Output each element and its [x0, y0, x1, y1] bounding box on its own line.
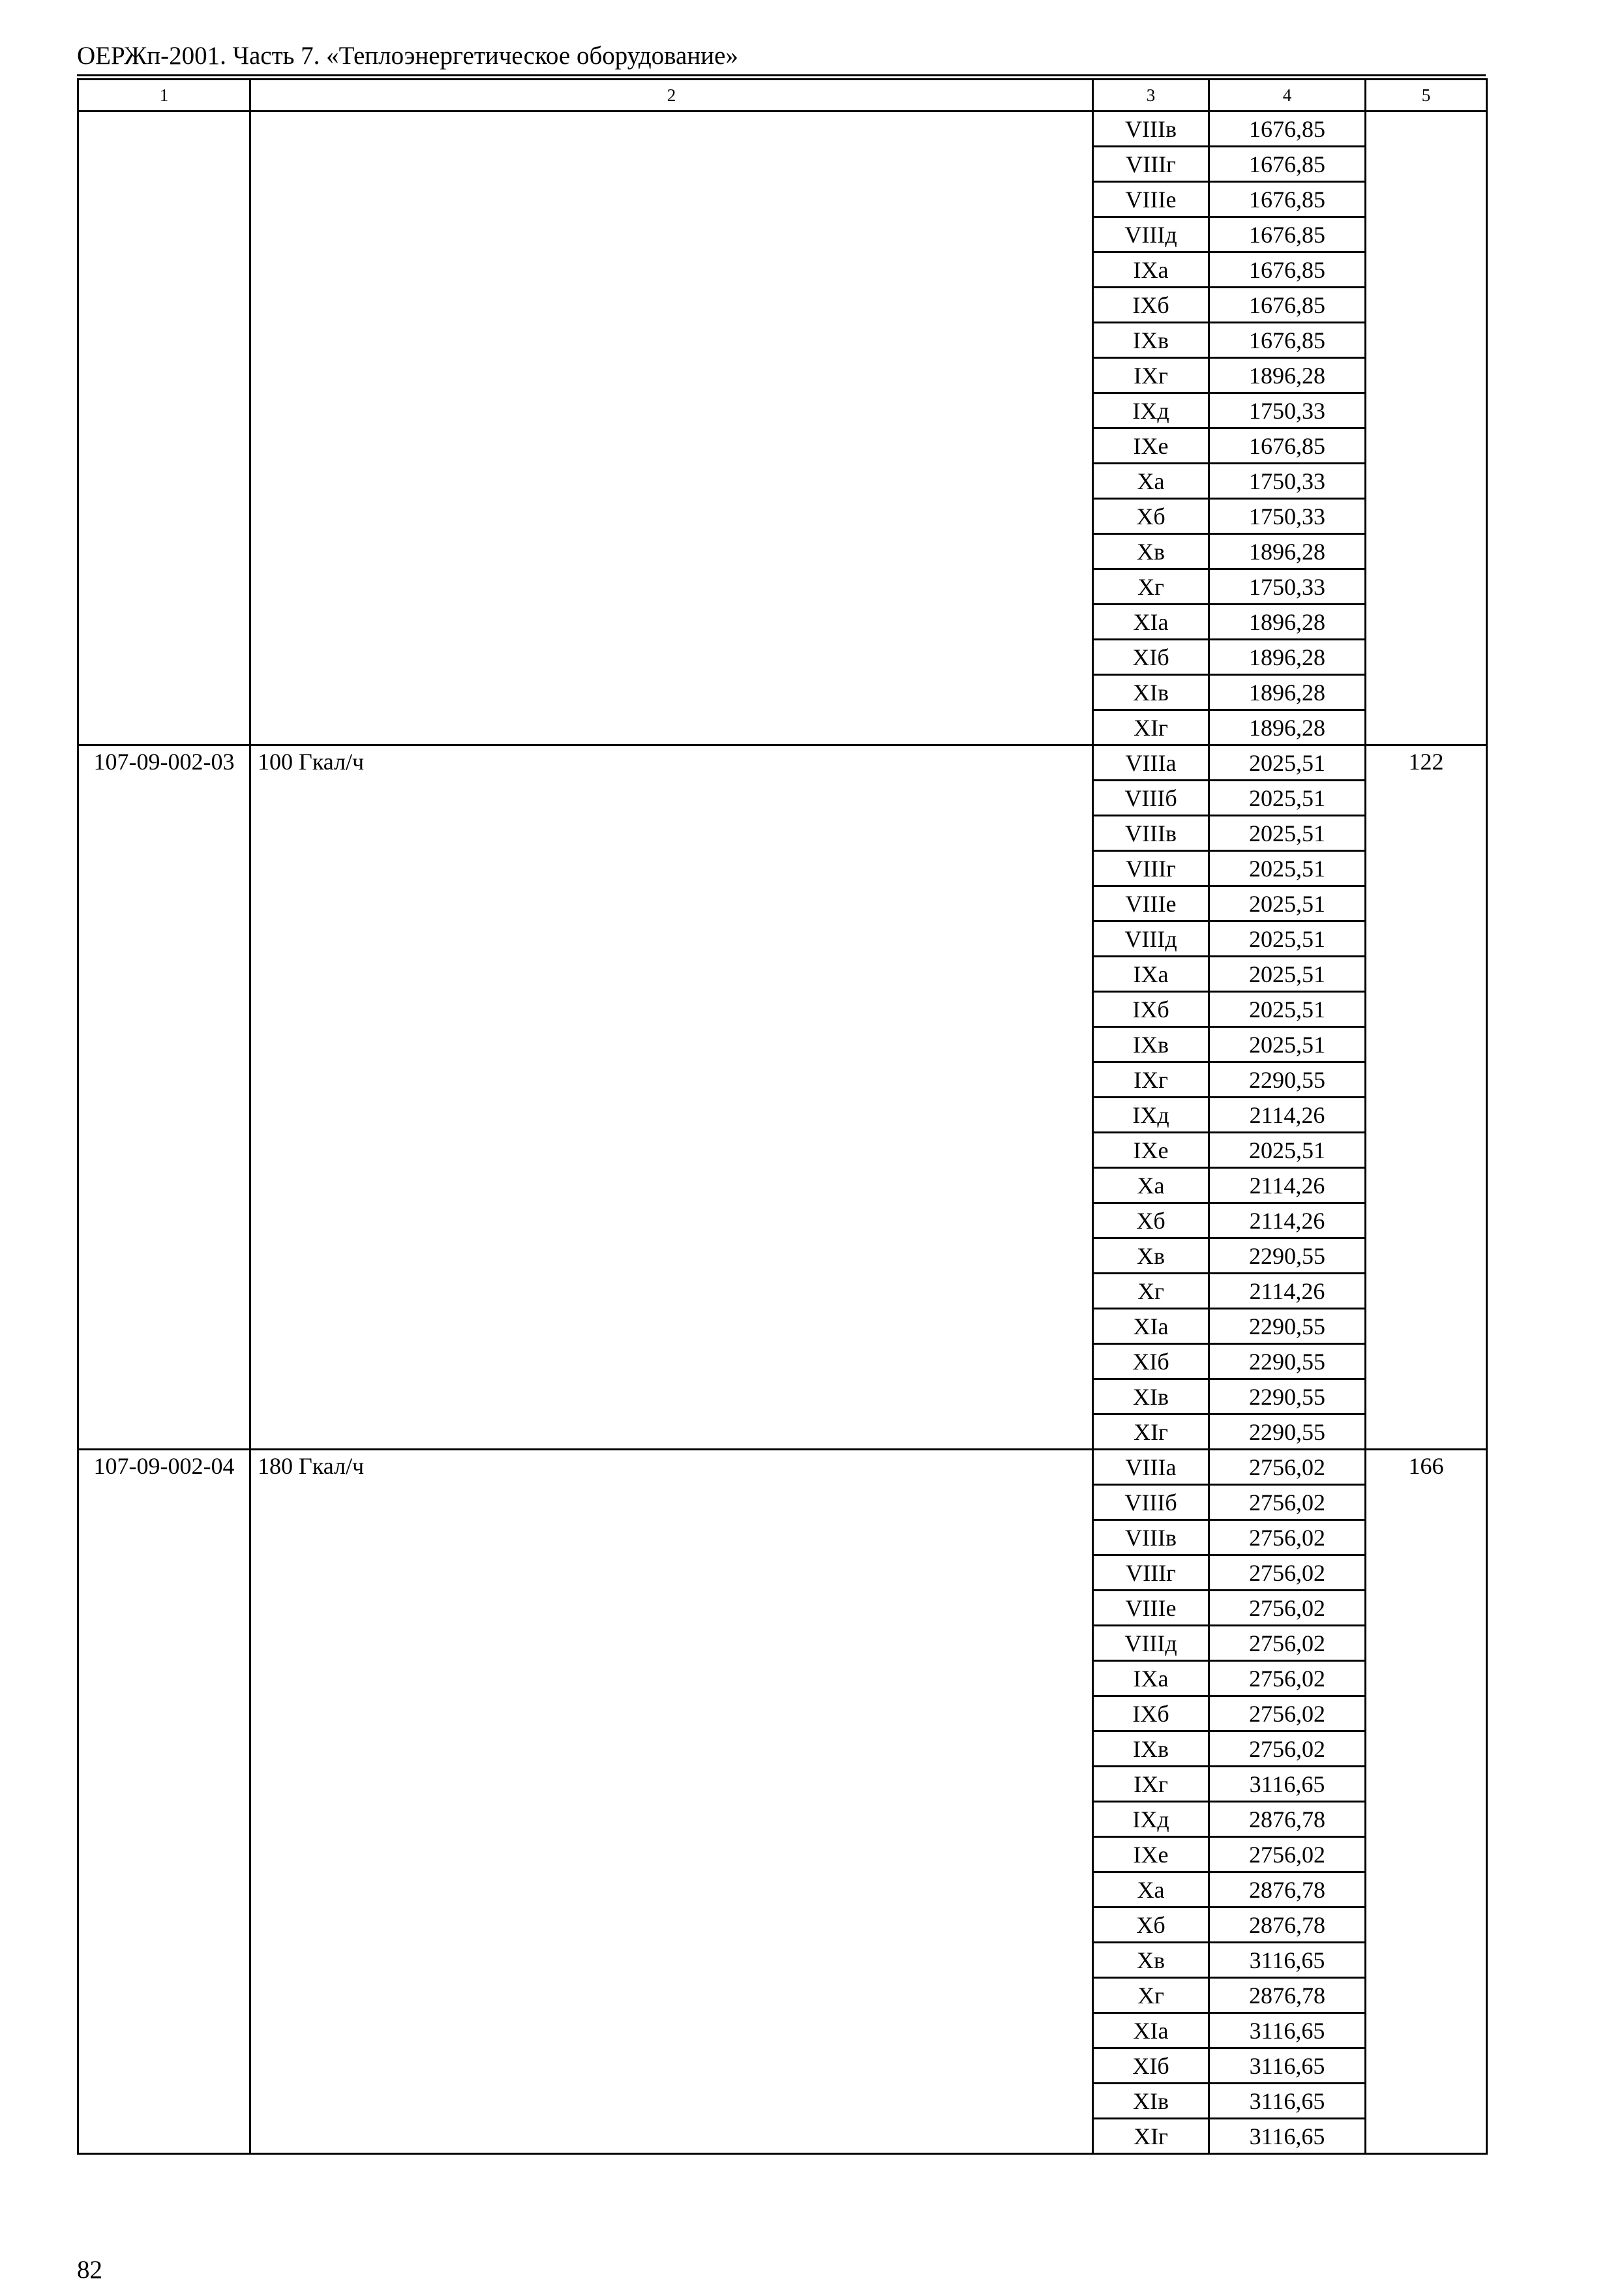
- price-value-cell: 1676,85: [1209, 217, 1366, 252]
- zone-cell: VIIIг: [1093, 851, 1209, 886]
- column-number-3: 3: [1093, 80, 1209, 112]
- price-value-cell: 1676,85: [1209, 147, 1366, 182]
- price-value-cell: 3116,65: [1209, 2084, 1366, 2119]
- price-value-cell: 2114,26: [1209, 1203, 1366, 1238]
- zone-cell: Xв: [1093, 534, 1209, 569]
- price-value-cell: 2025,51: [1209, 1133, 1366, 1168]
- zone-cell: XIа: [1093, 2013, 1209, 2048]
- zone-cell: VIIIе: [1093, 182, 1209, 217]
- price-value-cell: 2114,26: [1209, 1274, 1366, 1309]
- zone-cell: XIб: [1093, 2048, 1209, 2084]
- zone-cell: XIв: [1093, 675, 1209, 710]
- table-body: [78, 112, 1487, 2154]
- price-value-cell: 1896,28: [1209, 640, 1366, 675]
- rate-code-cell: 107-09-002-04: [78, 1450, 250, 2154]
- zone-cell: XIа: [1093, 1309, 1209, 1344]
- price-value-cell: 1896,28: [1209, 534, 1366, 569]
- rate-description-cell: 180 Гкал/ч: [250, 1450, 1093, 2154]
- zone-cell: IXг: [1093, 1062, 1209, 1098]
- zone-cell: XIв: [1093, 1379, 1209, 1414]
- zone-cell: IXв: [1093, 1027, 1209, 1062]
- zone-cell: IXа: [1093, 1661, 1209, 1696]
- zone-cell: VIIIа: [1093, 1450, 1209, 1485]
- price-value-cell: 2025,51: [1209, 886, 1366, 921]
- extra-value-cell: 166: [1366, 1450, 1487, 2154]
- zone-cell: Xб: [1093, 499, 1209, 534]
- zone-cell: VIIIд: [1093, 1626, 1209, 1661]
- price-value-cell: 2290,55: [1209, 1344, 1366, 1379]
- zone-cell: IXв: [1093, 1731, 1209, 1767]
- price-value-cell: 2290,55: [1209, 1062, 1366, 1098]
- zone-cell: VIIIв: [1093, 1520, 1209, 1555]
- column-number-2: 2: [250, 80, 1093, 112]
- price-value-cell: 1896,28: [1209, 358, 1366, 393]
- zone-cell: XIг: [1093, 710, 1209, 745]
- price-value-cell: 2756,02: [1209, 1626, 1366, 1661]
- zone-cell: IXе: [1093, 1837, 1209, 1872]
- price-value-cell: 2025,51: [1209, 851, 1366, 886]
- price-value-cell: 2756,02: [1209, 1696, 1366, 1731]
- price-value-cell: 1676,85: [1209, 428, 1366, 464]
- column-number-1: 1: [78, 80, 250, 112]
- zone-cell: IXг: [1093, 358, 1209, 393]
- zone-cell: IXг: [1093, 1767, 1209, 1802]
- table-header: [78, 80, 1487, 112]
- price-value-cell: 2025,51: [1209, 781, 1366, 816]
- zone-cell: IXб: [1093, 992, 1209, 1027]
- zone-cell: IXд: [1093, 393, 1209, 428]
- price-value-cell: 2025,51: [1209, 816, 1366, 851]
- price-value-cell: 1896,28: [1209, 675, 1366, 710]
- zone-cell: VIIIг: [1093, 1555, 1209, 1591]
- zone-cell: Xа: [1093, 1872, 1209, 1908]
- zone-cell: Xв: [1093, 1238, 1209, 1274]
- rate-description-cell: [250, 112, 1093, 745]
- price-value-cell: 2025,51: [1209, 957, 1366, 992]
- zone-cell: IXд: [1093, 1098, 1209, 1133]
- zone-cell: XIа: [1093, 605, 1209, 640]
- zone-cell: VIIIв: [1093, 816, 1209, 851]
- zone-cell: IXа: [1093, 957, 1209, 992]
- zone-cell: Xб: [1093, 1203, 1209, 1238]
- price-value-cell: 2290,55: [1209, 1238, 1366, 1274]
- price-value-cell: 2290,55: [1209, 1379, 1366, 1414]
- zone-cell: VIIIд: [1093, 217, 1209, 252]
- zone-cell: Xг: [1093, 1978, 1209, 2013]
- zone-cell: IXб: [1093, 1696, 1209, 1731]
- price-value-cell: 2756,02: [1209, 1837, 1366, 1872]
- zone-cell: Xг: [1093, 569, 1209, 605]
- zone-cell: VIIIе: [1093, 886, 1209, 921]
- price-value-cell: 2876,78: [1209, 1872, 1366, 1908]
- column-number-4: 4: [1209, 80, 1366, 112]
- price-value-cell: 3116,65: [1209, 1943, 1366, 1978]
- price-value-cell: 2114,26: [1209, 1168, 1366, 1203]
- rates-table: [77, 78, 1488, 2155]
- price-value-cell: 1676,85: [1209, 112, 1366, 147]
- price-value-cell: 2025,51: [1209, 745, 1366, 781]
- zone-cell: XIв: [1093, 2084, 1209, 2119]
- page-header-title: ОЕРЖп-2001. Часть 7. «Теплоэнергетическое оборудование»: [77, 42, 738, 70]
- price-value-cell: 2290,55: [1209, 1414, 1366, 1450]
- zone-cell: VIIIв: [1093, 112, 1209, 147]
- header-divider: [77, 74, 1486, 76]
- column-number-row: [78, 80, 1487, 112]
- table-row: [78, 1450, 1487, 1485]
- zone-cell: XIг: [1093, 1414, 1209, 1450]
- price-value-cell: 2756,02: [1209, 1520, 1366, 1555]
- zone-cell: Xб: [1093, 1908, 1209, 1943]
- price-value-cell: 1676,85: [1209, 288, 1366, 323]
- page-number: 82: [77, 2256, 102, 2284]
- zone-cell: VIIIб: [1093, 781, 1209, 816]
- price-value-cell: 3116,65: [1209, 2048, 1366, 2084]
- zone-cell: Xг: [1093, 1274, 1209, 1309]
- price-value-cell: 2756,02: [1209, 1731, 1366, 1767]
- price-value-cell: 2756,02: [1209, 1485, 1366, 1520]
- zone-cell: VIIIб: [1093, 1485, 1209, 1520]
- price-value-cell: 3116,65: [1209, 1767, 1366, 1802]
- zone-cell: IXб: [1093, 288, 1209, 323]
- zone-cell: IXв: [1093, 323, 1209, 358]
- price-value-cell: 2756,02: [1209, 1450, 1366, 1485]
- price-value-cell: 1676,85: [1209, 252, 1366, 288]
- rate-code-cell: 107-09-002-03: [78, 745, 250, 1450]
- price-value-cell: 1750,33: [1209, 464, 1366, 499]
- zone-cell: Xв: [1093, 1943, 1209, 1978]
- price-value-cell: 3116,65: [1209, 2119, 1366, 2154]
- zone-cell: XIг: [1093, 2119, 1209, 2154]
- zone-cell: Xа: [1093, 1168, 1209, 1203]
- price-value-cell: 1750,33: [1209, 499, 1366, 534]
- zone-cell: XIб: [1093, 640, 1209, 675]
- zone-cell: IXе: [1093, 428, 1209, 464]
- price-value-cell: 1896,28: [1209, 605, 1366, 640]
- rates-table-container: [77, 78, 1486, 2155]
- price-value-cell: 2756,02: [1209, 1661, 1366, 1696]
- price-value-cell: 2756,02: [1209, 1555, 1366, 1591]
- price-value-cell: 2876,78: [1209, 1908, 1366, 1943]
- table-row: [78, 112, 1487, 147]
- price-value-cell: 2756,02: [1209, 1591, 1366, 1626]
- price-value-cell: 2114,26: [1209, 1098, 1366, 1133]
- extra-value-cell: 122: [1366, 745, 1487, 1450]
- price-value-cell: 2025,51: [1209, 1027, 1366, 1062]
- zone-cell: IXе: [1093, 1133, 1209, 1168]
- price-value-cell: 1896,28: [1209, 710, 1366, 745]
- price-value-cell: 1750,33: [1209, 569, 1366, 605]
- price-value-cell: 2876,78: [1209, 1802, 1366, 1837]
- zone-cell: VIIIа: [1093, 745, 1209, 781]
- column-number-5: 5: [1366, 80, 1487, 112]
- zone-cell: VIIIд: [1093, 921, 1209, 957]
- price-value-cell: 1676,85: [1209, 182, 1366, 217]
- price-value-cell: 3116,65: [1209, 2013, 1366, 2048]
- price-value-cell: 1750,33: [1209, 393, 1366, 428]
- price-value-cell: 2025,51: [1209, 921, 1366, 957]
- rate-description-cell: 100 Гкал/ч: [250, 745, 1093, 1450]
- zone-cell: IXа: [1093, 252, 1209, 288]
- price-value-cell: 1676,85: [1209, 323, 1366, 358]
- zone-cell: Xа: [1093, 464, 1209, 499]
- zone-cell: IXд: [1093, 1802, 1209, 1837]
- rate-code-cell: [78, 112, 250, 745]
- zone-cell: XIб: [1093, 1344, 1209, 1379]
- price-value-cell: 2025,51: [1209, 992, 1366, 1027]
- zone-cell: VIIIг: [1093, 147, 1209, 182]
- extra-value-cell: [1366, 112, 1487, 745]
- zone-cell: VIIIе: [1093, 1591, 1209, 1626]
- table-row: [78, 745, 1487, 781]
- price-value-cell: 2876,78: [1209, 1978, 1366, 2013]
- price-value-cell: 2290,55: [1209, 1309, 1366, 1344]
